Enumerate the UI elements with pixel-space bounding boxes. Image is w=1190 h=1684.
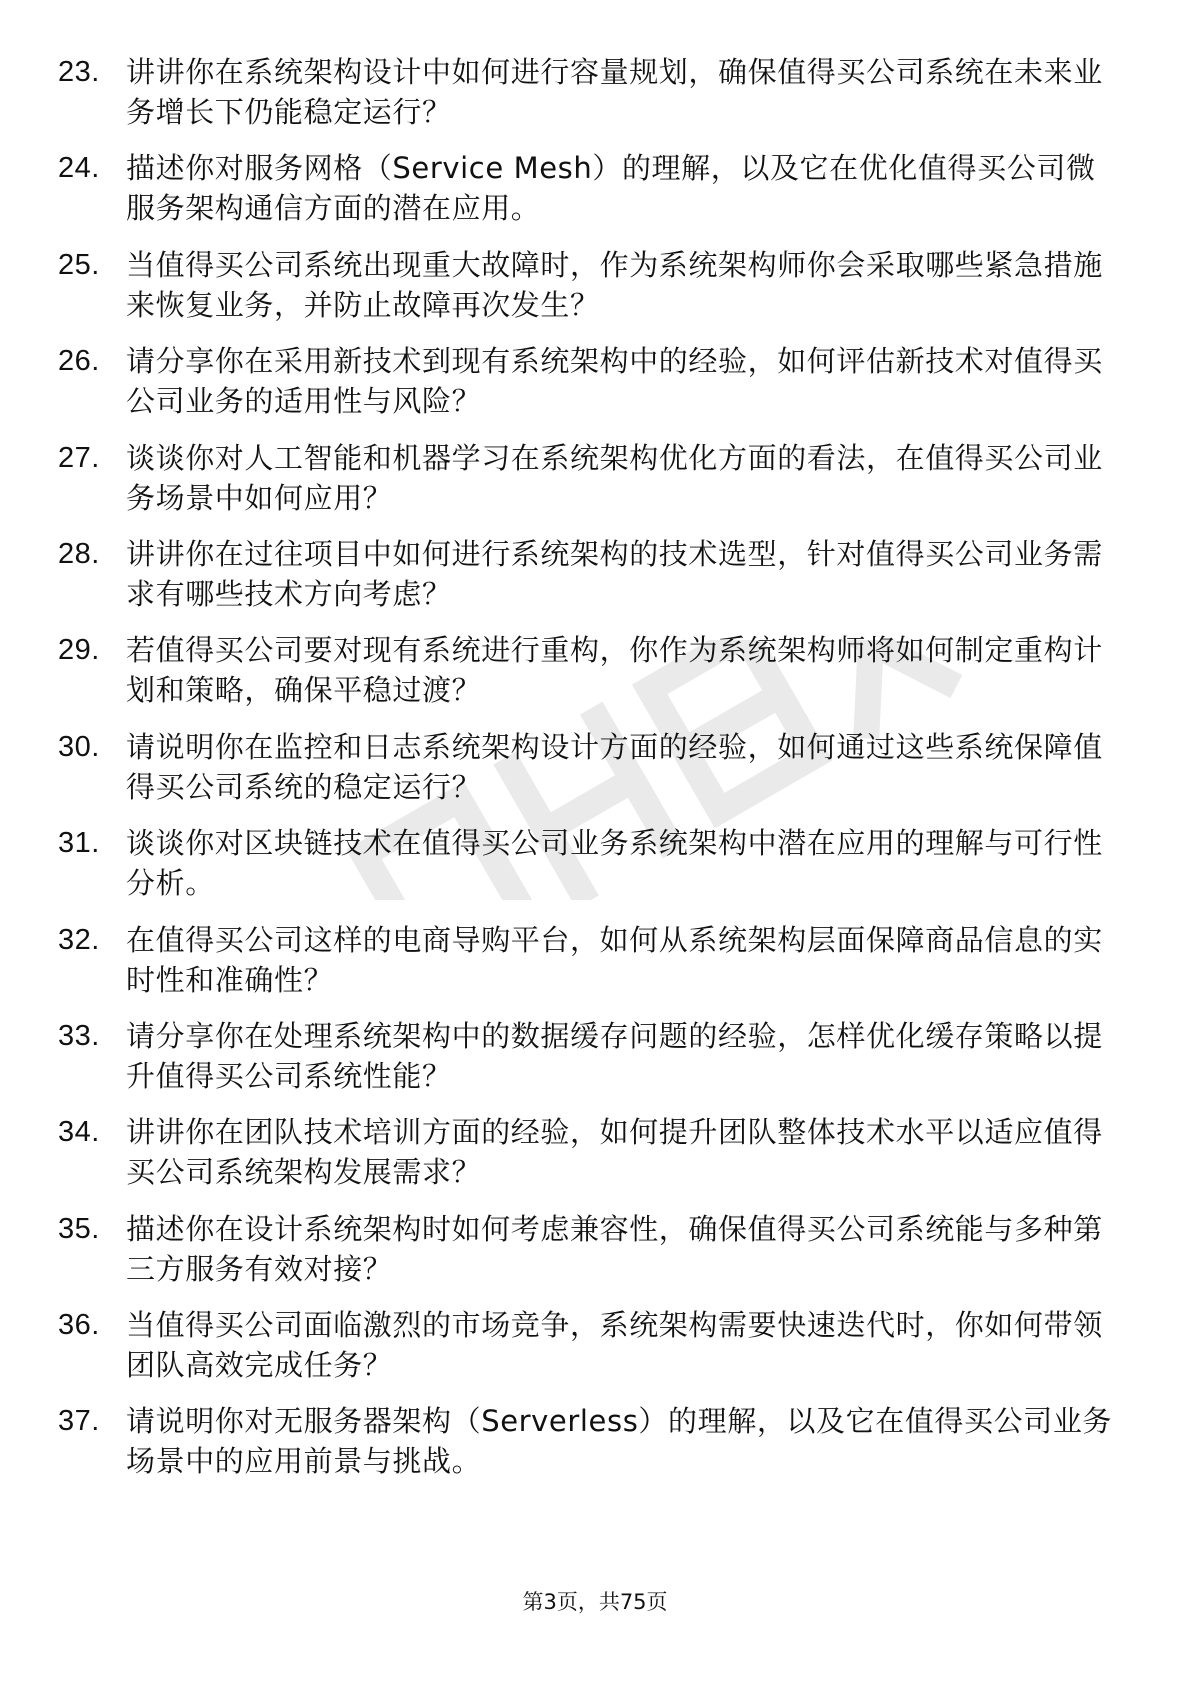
- question-number: 37.: [58, 1405, 100, 1438]
- question-text: 描述你对服务网格（Service Mesh）的理解，以及它在优化值得买公司微服务架构通信方面的潜在应用。: [126, 151, 1096, 226]
- question-number: 30.: [58, 730, 100, 763]
- question-item: [58, 245, 1118, 341]
- question-text: 讲讲你在系统架构设计中如何进行容量规划，确保值得买公司系统在未来业务增长下仍能稳定运行？: [126, 55, 1103, 129]
- question-number: 32.: [58, 923, 100, 956]
- question-number: 24.: [58, 152, 100, 185]
- question-text: 讲讲你在团队技术培训方面的经验，如何提升团队整体技术水平以适应值得买公司系统架构发展需求？: [126, 1115, 1103, 1190]
- question-number: 33.: [58, 1019, 100, 1052]
- page-footer: [0, 1588, 1190, 1616]
- question-number: 35.: [58, 1212, 100, 1245]
- question-number: 34.: [58, 1116, 100, 1149]
- question-item: [58, 52, 1118, 148]
- question-text: 请分享你在处理系统架构中的数据缓存问题的经验，怎样优化缓存策略以提升值得买公司系统性能？: [126, 1018, 1103, 1093]
- question-item: [58, 148, 1118, 244]
- question-item: [58, 630, 1118, 726]
- question-text: 当值得买公司系统出现重大故障时，作为系统架构师你会采取哪些紧急措施来恢复业务，并防止故障再次发生？: [126, 247, 1103, 322]
- question-number: 27.: [58, 441, 100, 474]
- question-text: 描述你在设计系统架构时如何考虑兼容性，确保值得买公司系统能与多种第三方服务有效对接？: [126, 1211, 1103, 1286]
- question-item: [58, 438, 1118, 534]
- question-item: [58, 727, 1118, 823]
- question-text: 在值得买公司这样的电商导购平台，如何从系统架构层面保障商品信息的实时性和准确性？: [126, 922, 1103, 997]
- question-text: 谈谈你对区块链技术在值得买公司业务系统架构中潜在应用的理解与可行性分析。: [126, 826, 1103, 901]
- question-text: 讲讲你在过往项目中如何进行系统架构的技术选型，针对值得买公司业务需求有哪些技术方向考虑？: [126, 536, 1103, 611]
- question-number: 23.: [58, 56, 100, 88]
- question-item: [58, 1401, 1118, 1497]
- question-item: [58, 1112, 1118, 1208]
- question-text: 谈谈你对人工智能和机器学习在系统架构优化方面的看法，在值得买公司业务场景中如何应用？: [126, 440, 1103, 515]
- question-item: [58, 1209, 1118, 1305]
- question-text: 请分享你在采用新技术到现有系统架构中的经验，如何评估新技术对值得买公司业务的适用性与风险？: [126, 344, 1103, 419]
- question-text: 请说明你在监控和日志系统架构设计方面的经验，如何通过这些系统保障值得买公司系统的稳定运行？: [126, 729, 1103, 804]
- question-number: 26.: [58, 345, 100, 378]
- page-indicator: 第3页，共75页: [522, 1590, 668, 1614]
- question-number: 36.: [58, 1309, 100, 1342]
- question-number: 31.: [58, 827, 100, 860]
- question-item: [58, 823, 1118, 919]
- question-number: 29.: [58, 634, 100, 667]
- question-item: [58, 1305, 1118, 1401]
- question-text: 当值得买公司面临激烈的市场竞争，系统架构需要快速迭代时，你如何带领团队高效完成任务？: [126, 1308, 1103, 1383]
- question-item: [58, 341, 1118, 437]
- question-item: [58, 1016, 1118, 1112]
- question-item: [58, 920, 1118, 1016]
- question-number: 28.: [58, 537, 100, 570]
- question-text: 若值得买公司要对现有系统进行重构，你作为系统架构师将如何制定重构计划和策略，确保平稳过渡？: [126, 633, 1103, 708]
- question-text: 请说明你对无服务器架构（Serverless）的理解，以及它在值得买公司业务场景中的应用前景与挑战。: [126, 1404, 1113, 1479]
- question-list: [58, 52, 1118, 1498]
- question-item: [58, 534, 1118, 630]
- question-number: 25.: [58, 248, 100, 281]
